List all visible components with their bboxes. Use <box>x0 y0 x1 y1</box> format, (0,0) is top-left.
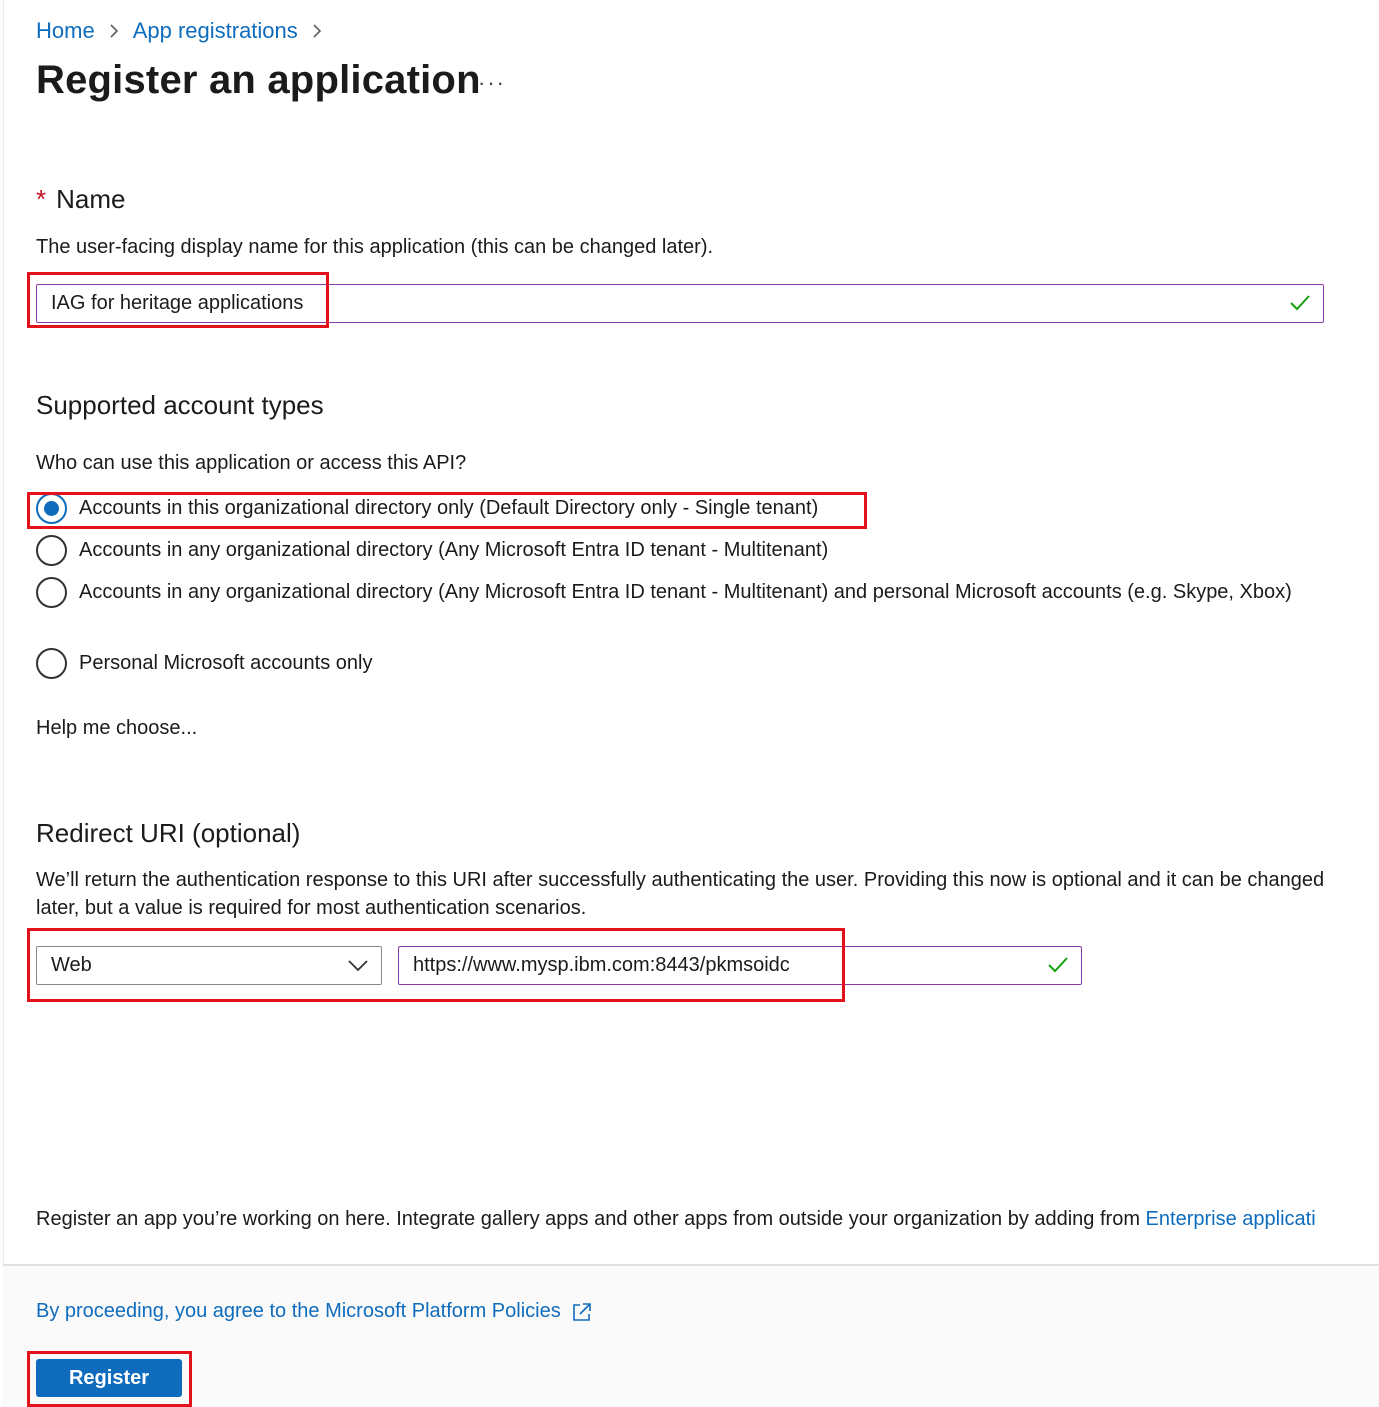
enterprise-applications-link[interactable]: Enterprise applicati <box>1145 1208 1316 1230</box>
page-title: Register an application <box>36 58 481 102</box>
redirect-uri-description: We’ll return the authentication response to this URI after successfully authenticating the user. Providing this now is optional and it can be changed later, but a value is required for most authentication scenarios. <box>36 869 1325 919</box>
breadcrumb-home[interactable]: Home <box>36 18 95 43</box>
radio-option-personal-only[interactable] <box>36 648 372 679</box>
radio-button[interactable] <box>36 648 67 679</box>
platform-select-value: Web <box>51 954 92 976</box>
redirect-uri-title: Redirect URI (optional) <box>36 818 301 848</box>
radio-button-selected[interactable] <box>36 493 67 524</box>
radio-button[interactable] <box>36 577 67 608</box>
chevron-down-icon <box>347 955 369 981</box>
platform-policies-link[interactable] <box>36 1300 593 1323</box>
checkmark-icon <box>1047 955 1069 981</box>
name-label: Name <box>56 184 126 214</box>
footer-panel <box>3 1266 1379 1407</box>
footer-divider <box>3 1264 1379 1266</box>
radio-option-multitenant[interactable] <box>36 535 828 566</box>
radio-option-multitenant-personal[interactable] <box>36 577 1306 608</box>
radio-label: Accounts in any organizational directory (Any Microsoft Entra ID tenant - Multitenant) and personal Microsoft accounts (e.g. Skype, Xbox) <box>79 581 1292 603</box>
radio-label: Personal Microsoft accounts only <box>79 652 373 674</box>
more-options-icon[interactable]: ··· <box>478 70 506 95</box>
breadcrumb-app-registrations[interactable]: App registrations <box>132 18 298 43</box>
redirect-uri-input[interactable] <box>398 946 1082 985</box>
chevron-right-icon <box>312 23 322 39</box>
account-types-title: Supported account types <box>36 390 324 420</box>
register-button[interactable]: Register <box>36 1359 182 1397</box>
chevron-right-icon <box>109 23 119 39</box>
radio-button[interactable] <box>36 535 67 566</box>
platform-policies-label: By proceeding, you agree to the Microsoft Platform Policies <box>36 1300 561 1322</box>
register-info-body: Register an app you’re working on here. Integrate gallery apps and other apps from outside your organization by adding from <box>36 1208 1146 1230</box>
register-info-text <box>36 1205 1379 1233</box>
checkmark-icon <box>1289 293 1311 319</box>
breadcrumb <box>36 16 336 46</box>
radio-option-single-tenant[interactable] <box>36 493 818 524</box>
radio-label: Accounts in this organizational directory only (Default Directory only - Single tenant) <box>79 497 819 519</box>
redirect-uri-value: https://www.mysp.ibm.com:8443/pkmsoidc <box>413 954 790 976</box>
name-description: The user-facing display name for this application (this can be changed later). <box>36 236 714 258</box>
name-section-title <box>36 184 125 215</box>
radio-label: Accounts in any organizational directory (Any Microsoft Entra ID tenant - Multitenant) <box>79 539 829 561</box>
external-link-icon <box>571 1301 593 1323</box>
platform-select[interactable] <box>36 946 382 985</box>
name-input[interactable] <box>36 284 1324 323</box>
required-marker: * <box>36 184 47 214</box>
account-types-question: Who can use this application or access this API? <box>36 452 467 474</box>
left-border <box>3 0 4 1407</box>
help-me-choose-link[interactable]: Help me choose... <box>36 717 198 739</box>
name-input-value: IAG for heritage applications <box>51 292 304 314</box>
